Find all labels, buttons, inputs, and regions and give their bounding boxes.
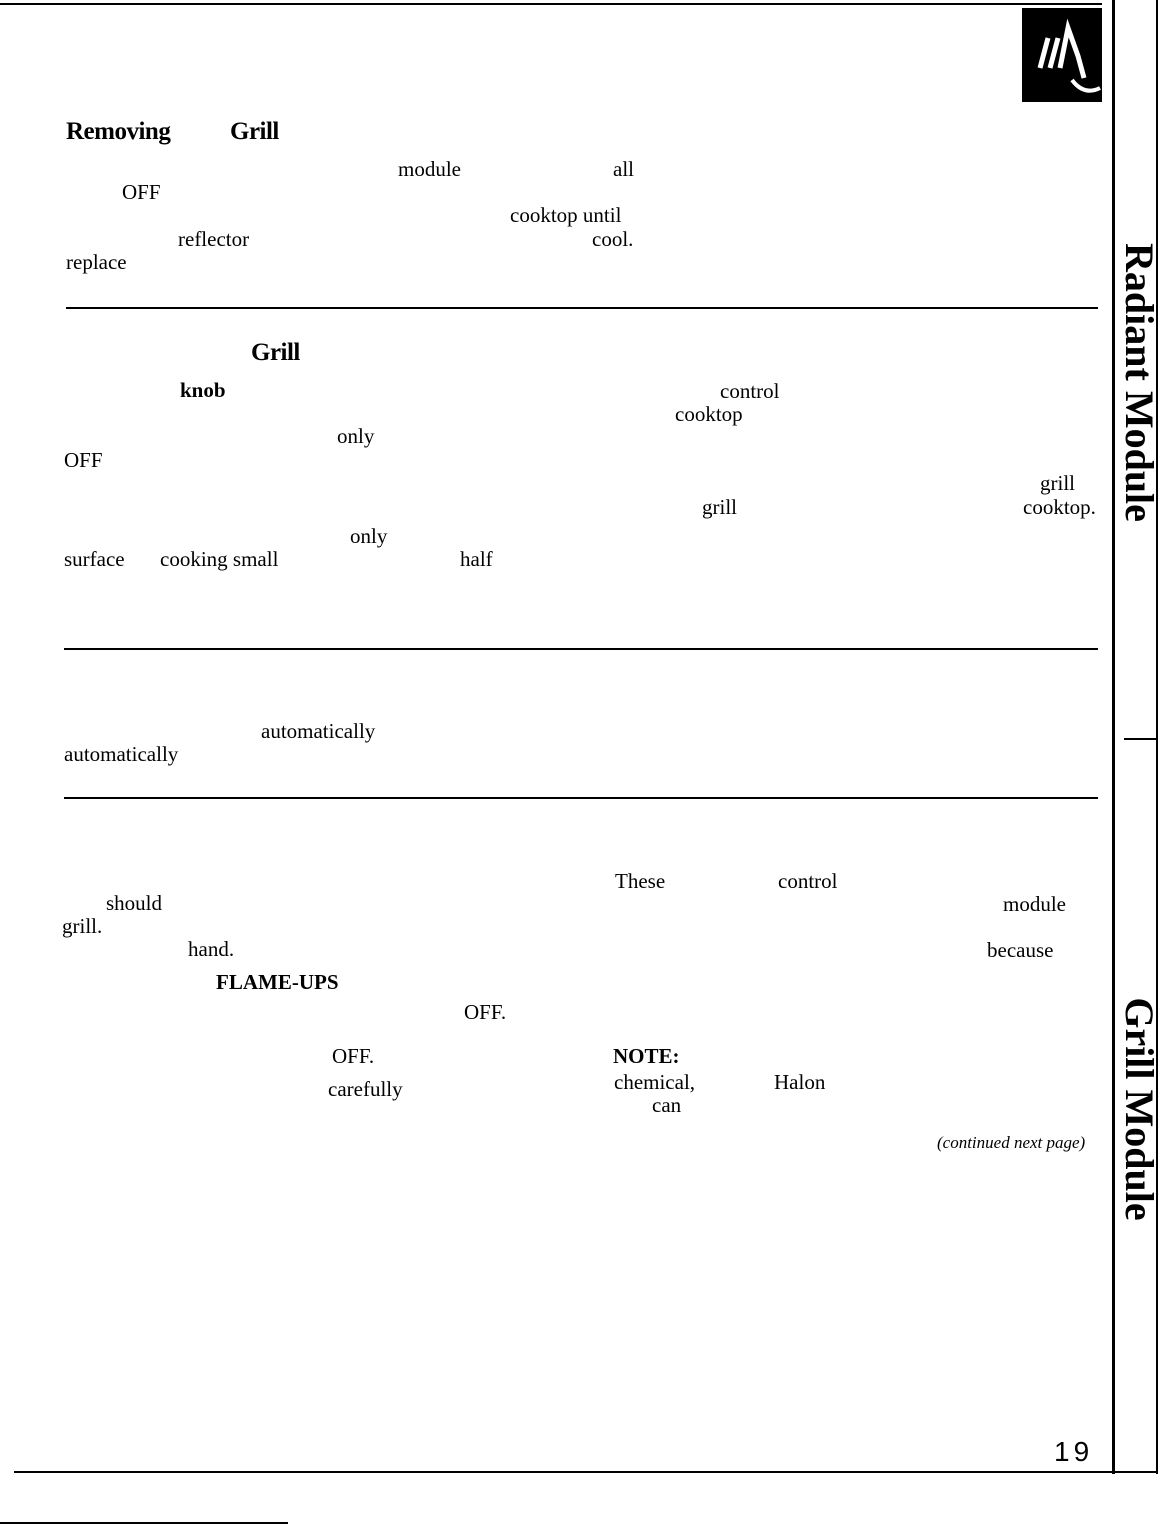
word-grill-b: grill bbox=[702, 495, 737, 519]
divider-2 bbox=[64, 648, 1098, 650]
sidebar-tab-divider bbox=[1124, 738, 1158, 740]
word-can: can bbox=[652, 1093, 682, 1117]
word-chemical: chemical, bbox=[614, 1070, 696, 1094]
word-only-2: only bbox=[350, 524, 388, 548]
word-module-2: module bbox=[1003, 892, 1066, 916]
word-flame-ups: FLAME-UPS bbox=[216, 970, 339, 994]
word-halon: Halon bbox=[774, 1070, 826, 1094]
word-because: because bbox=[987, 938, 1054, 962]
word-off-4: OFF. bbox=[332, 1044, 375, 1068]
continued-note: (continued next page) bbox=[937, 1133, 1086, 1152]
word-carefully: carefully bbox=[328, 1077, 403, 1101]
bottom-stub-rule bbox=[0, 1522, 288, 1524]
word-automatically-2: automatically bbox=[64, 742, 179, 766]
word-control-2: control bbox=[778, 869, 838, 893]
sidebar-left-border bbox=[1112, 0, 1115, 1474]
word-cooktop-until: cooktop until bbox=[510, 203, 622, 227]
word-automatically-1: automatically bbox=[261, 719, 376, 743]
heading-grill-1: Grill bbox=[230, 118, 279, 145]
word-all: all bbox=[613, 157, 634, 181]
logo-mark-icon bbox=[1022, 8, 1102, 102]
divider-1 bbox=[66, 307, 1098, 309]
word-grill-a: grill bbox=[1040, 471, 1075, 495]
word-should: should bbox=[106, 891, 163, 915]
divider-3 bbox=[64, 797, 1098, 799]
sidebar-right-border bbox=[1156, 0, 1158, 1474]
word-reflector: reflector bbox=[178, 227, 250, 251]
brand-logo bbox=[1022, 8, 1102, 102]
word-only-1: only bbox=[337, 424, 375, 448]
word-cooktop-end: cooktop. bbox=[1023, 495, 1096, 519]
word-replace: replace bbox=[66, 250, 127, 274]
word-hand: hand. bbox=[188, 937, 235, 961]
word-control: control bbox=[720, 379, 780, 403]
top-rule bbox=[0, 3, 1102, 5]
bottom-rule bbox=[14, 1471, 1158, 1473]
word-cool: cool. bbox=[592, 227, 634, 251]
word-cooking-small: cooking small bbox=[160, 547, 279, 571]
word-these: These bbox=[615, 869, 666, 893]
word-note: NOTE: bbox=[613, 1044, 680, 1068]
word-cooktop: cooktop bbox=[675, 402, 743, 426]
sidebar-tab-radiant-module[interactable]: Radiant Module bbox=[1117, 243, 1162, 522]
word-knob: knob bbox=[180, 378, 226, 402]
heading-removing: Removing bbox=[66, 118, 171, 145]
word-off-2: OFF bbox=[64, 448, 103, 472]
word-surface: surface bbox=[64, 547, 125, 571]
word-half: half bbox=[460, 547, 493, 571]
heading-grill-2: Grill bbox=[251, 339, 300, 366]
word-off-3: OFF. bbox=[464, 1000, 507, 1024]
word-module: module bbox=[398, 157, 461, 181]
sidebar-tab-grill-module[interactable]: Grill Module bbox=[1117, 997, 1162, 1221]
word-grill-period: grill. bbox=[62, 914, 103, 938]
word-off: OFF bbox=[122, 180, 161, 204]
page-number: 19 bbox=[1054, 1436, 1094, 1467]
